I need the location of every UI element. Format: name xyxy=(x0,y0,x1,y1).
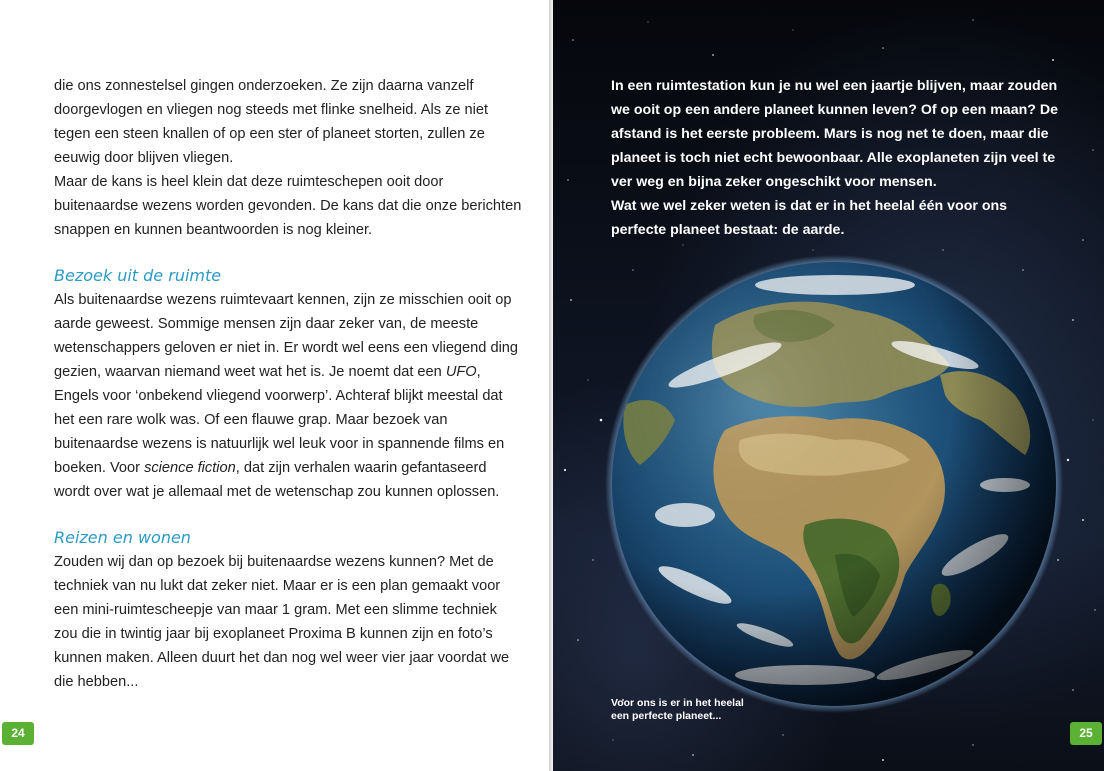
bezoek-text-a: Als buitenaardse wezens ruimtevaart kennen, zijn ze misschien ooit op aarde geweest. Sommige mensen zijn daar zeker van, de meeste wetenschappers geloven er niet in. Er wordt wel eens een vliegend ding gezien, waarvan niemand weet wat het is. Je noemt dat een xyxy=(54,292,519,380)
right-page-text xyxy=(611,74,1061,242)
page-number-left: 24 xyxy=(2,722,34,745)
left-paragraph-bezoek xyxy=(54,288,524,504)
left-paragraph-1: die ons zonnestelsel gingen onderzoeken. Ze zijn daarna vanzelf doorgevlogen en vliegen nog steeds met flinke snelheid. Als ze niet tegen een steen knallen of op een ster of planeet storten, zullen ze eeuwig door blijven vliegen. xyxy=(54,78,489,166)
heading-bezoek-uit-de-ruimte: Bezoek uit de ruimte xyxy=(54,266,222,285)
right-page xyxy=(553,0,1104,771)
heading-reizen-en-wonen: Reizen en wonen xyxy=(54,528,191,547)
earth-globe-illustration xyxy=(605,255,1063,713)
bezoek-text-b: , Engels voor ‘onbekend vliegend voorwerp’. Achteraf blijkt meestal dat het een rare wolk was. Of een flauwe grap. Maar bezoek van buitenaardse wezens is natuurlijk wel leuk voor in spannende films en boeken. Voor xyxy=(54,364,505,476)
bezoek-text-c: , dat zijn verhalen waarin gefantaseerd wordt over wat je allemaal met de wetenschap zou kunnen oplossen. xyxy=(54,460,500,500)
left-paragraph-2: Maar de kans is heel klein dat deze ruimteschepen ooit door buitenaardse wezens worden gevonden. De kans dat die onze berichten snappen en kunnen beantwoorden is nog kleiner. xyxy=(54,174,522,238)
earth-image xyxy=(605,255,1063,713)
left-page-text xyxy=(54,74,524,694)
left-page xyxy=(0,0,549,771)
earth-caption: Voor ons is er in het heelal een perfecte planeet... xyxy=(611,697,744,722)
right-paragraph-1: In een ruimtestation kun je nu wel een jaartje blijven, maar zouden we ooit op een andere planeet kunnen leven? Of op een maan? De afstand is het eerste probleem. Mars is nog net te doen, maar die planeet is toch niet echt bewoonbaar. Alle exoplaneten zijn veel te ver weg en bijna zeker ongeschikt voor mensen. xyxy=(611,78,1058,190)
left-paragraph-reizen: Zouden wij dan op bezoek bij buitenaardse wezens kunnen? Met de techniek van nu lukt dat zeker niet. Maar er is een plan gemaakt voor een mini-ruimtescheepje van maar 1 gram. Met een slimme techniek zou die in twintig jaar bij exoplaneet Proxima B kunnen zijn en foto’s kunnen maken. Alleen duurt het dan nog wel weer vier jaar voordat we die hebben... xyxy=(54,554,510,690)
right-paragraph-2: Wat we wel zeker weten is dat er in het heelal één voor ons perfecte planeet bestaat: de aarde. xyxy=(611,198,1008,238)
page-number-right: 25 xyxy=(1070,722,1102,745)
term-ufo: UFO xyxy=(445,364,477,380)
term-science-fiction: science fiction xyxy=(144,460,236,476)
